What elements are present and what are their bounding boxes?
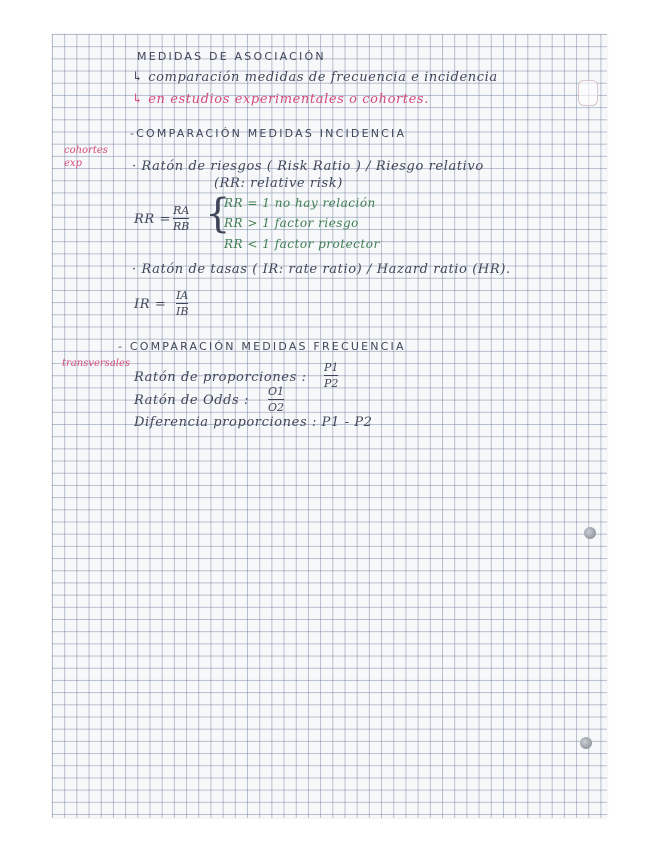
rr-denominator: RB [173, 220, 190, 233]
binder-hole [580, 737, 592, 749]
section-heading-frecuencia: - COMPARACIÓN MEDIDAS FRECUENCIA [118, 340, 406, 353]
proportion-numerator: P1 [324, 361, 339, 374]
odds-numerator: O1 [268, 385, 285, 398]
odds-denominator: O2 [268, 401, 285, 414]
intro-line-1: ↳ comparación medidas de frecuencia e incidencia [132, 70, 498, 85]
margin-note-cohortes: cohortes exp [64, 145, 108, 169]
rate-ratio-line: · Ratón de tasas ( IR: rate ratio) / Hazard ratio (HR). [132, 262, 511, 277]
odds-fraction [268, 385, 284, 414]
risk-ratio-subline: (RR: relative risk) [214, 176, 343, 191]
fraction-bar [268, 399, 284, 400]
ir-numerator: IA [176, 289, 189, 302]
ir-fraction [176, 289, 188, 318]
margin-note-transversales: transversales [62, 358, 131, 369]
odds-ratio-label: Ratón de Odds : [134, 393, 250, 408]
page-title: MEDIDAS DE ASOCIACIÓN [137, 50, 326, 63]
ir-denominator: IB [176, 305, 189, 318]
rr-numerator: RA [173, 204, 190, 217]
rr-case-equal: RR = 1 no hay relación [224, 196, 376, 210]
rr-case-greater: RR > 1 factor riesgo [224, 216, 359, 230]
curly-brace: { [205, 191, 231, 237]
binder-hole [584, 527, 596, 539]
rr-fraction [173, 204, 189, 233]
risk-ratio-line: · Ratón de riesgos ( Risk Ratio ) / Riesgo relativo [132, 159, 484, 174]
proportion-denominator: P2 [324, 377, 339, 390]
fraction-bar [324, 375, 338, 376]
fraction-bar [176, 303, 188, 304]
paper-clip-mark [578, 80, 598, 106]
ir-formula-lhs: IR = [134, 297, 167, 312]
intro-line-2: ↳ en estudios experimentales o cohortes. [132, 92, 429, 107]
rr-formula-lhs: RR = [134, 212, 172, 227]
proportion-difference-line: Diferencia proporciones : P1 - P2 [134, 415, 373, 430]
fraction-bar [173, 218, 189, 219]
rr-case-less: RR < 1 factor protector [224, 237, 380, 251]
section-heading-incidencia: -COMPARACIÓN MEDIDAS INCIDENCIA [130, 127, 407, 140]
proportion-fraction [324, 361, 338, 390]
proportion-ratio-label: Ratón de proporciones : [134, 370, 307, 385]
